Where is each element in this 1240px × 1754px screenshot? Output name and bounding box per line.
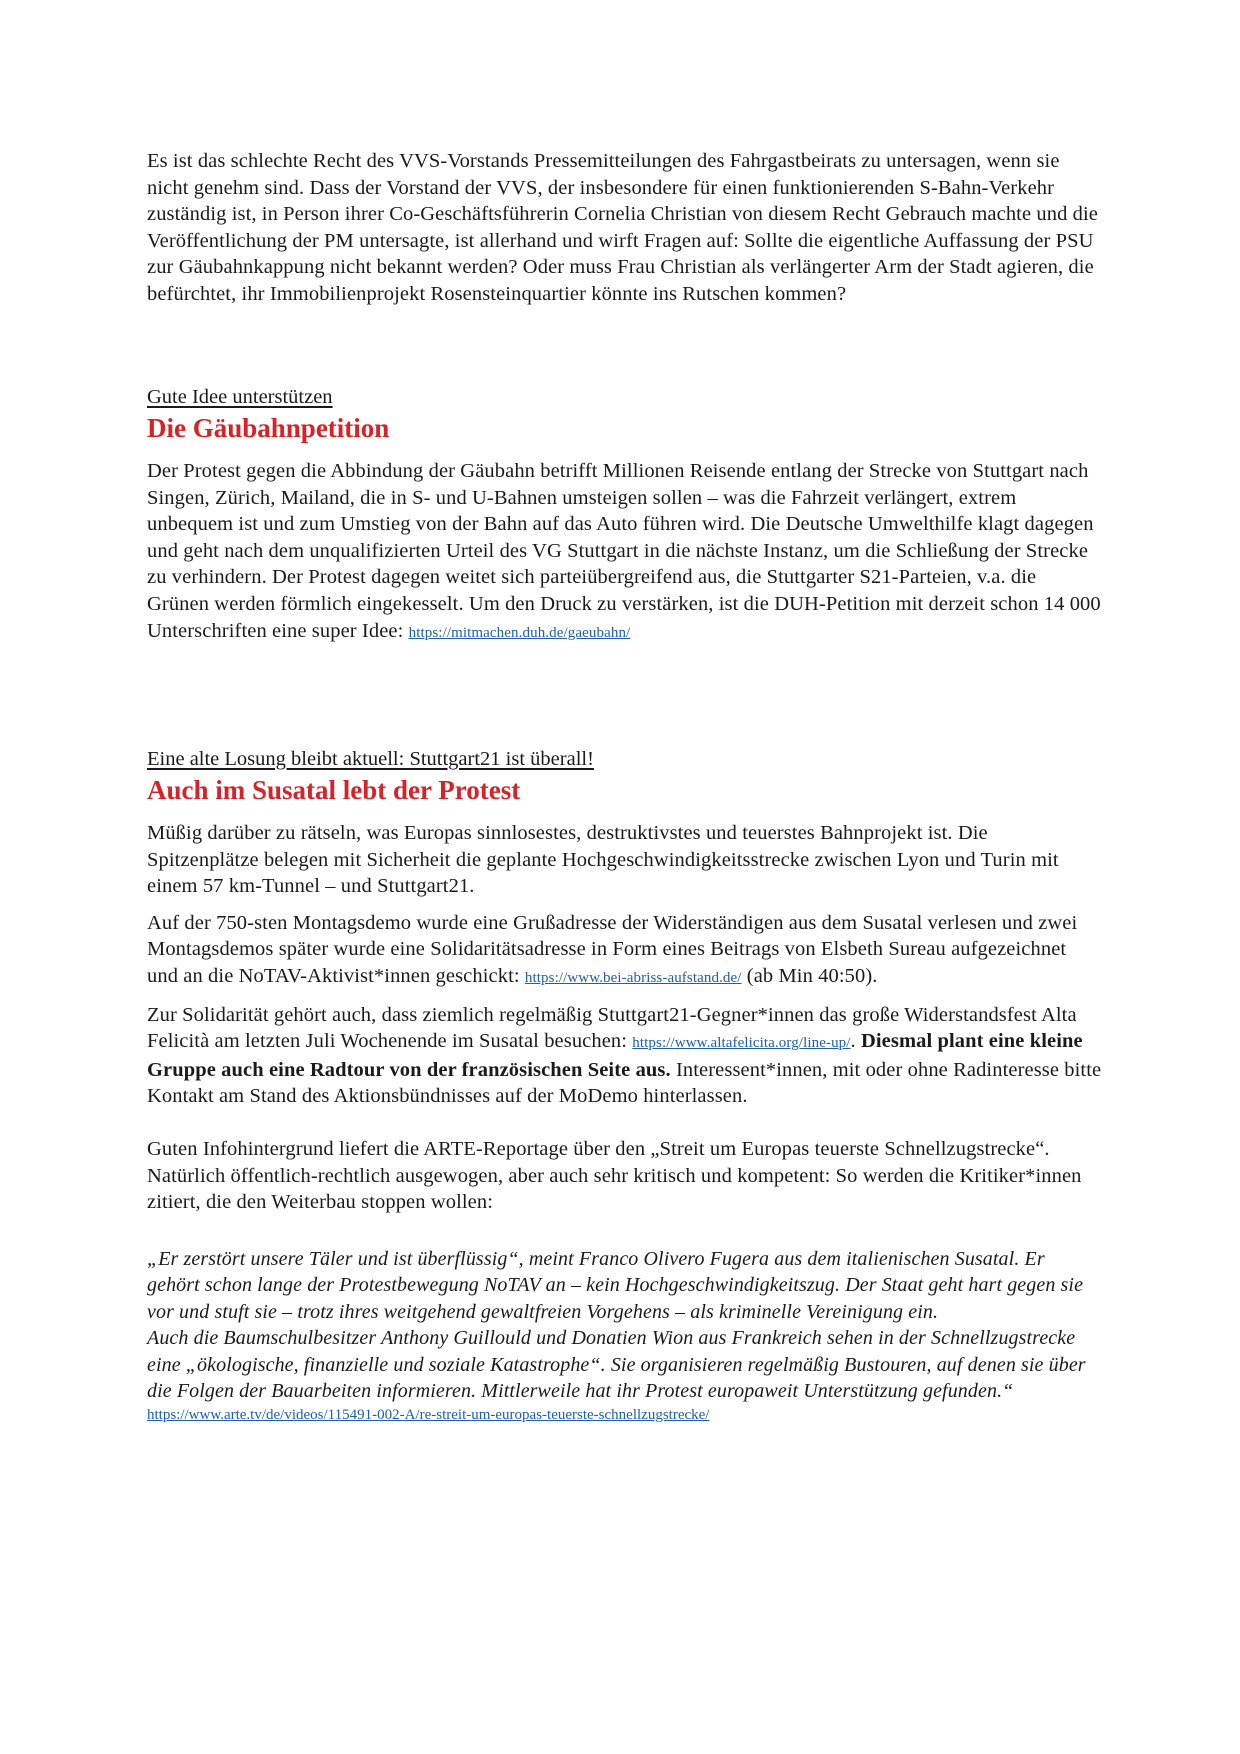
period: . xyxy=(850,1030,861,1053)
susatal-section xyxy=(147,746,1102,1425)
arte-video-link[interactable]: https://www.arte.tv/de/videos/115491-002-A/re-streit-um-europas-teuerste-schnellzugstrecke/ xyxy=(147,1406,710,1423)
susatal-paragraph-3 xyxy=(147,1002,1102,1110)
susatal-kicker: Eine alte Losung bleibt aktuell: Stuttgart21 ist überall! xyxy=(147,748,594,770)
arte-quote xyxy=(147,1246,1102,1405)
petition-section xyxy=(147,384,1102,646)
quote-paragraph-2: Auch die Baumschulbesitzer Anthony Guillould und Donatien Wion aus Frankreich sehen in der Schnellzugstrecke eine „ökologische, finanzielle und soziale Katastrophe“. Sie organisieren regelmäßig Bustouren, auf denen sie über die Folgen der Bauarbeiten informieren. Mittlerweile hat ihr Protest europaweit Unterstützung gefunden.“ xyxy=(147,1327,1086,1403)
petition-paragraph xyxy=(147,458,1102,646)
solidarity-text: Zur Solidarität gehört auch, dass ziemlich regelmäßig Stuttgart21-Gegner*innen das große Widerstandsfest Alta Felicità am letzten Juli Wochenende im Susatal besuchen: xyxy=(147,1003,1077,1053)
petition-kicker: Gute Idee unterstützen xyxy=(147,386,333,408)
bei-abriss-aufstand-link[interactable]: https://www.bei-abriss-aufstand.de/ xyxy=(524,969,742,986)
intro-section xyxy=(147,148,1102,308)
susatal-headline: Auch im Susatal lebt der Protest xyxy=(147,775,521,805)
petition-text: Der Protest gegen die Abbindung der Gäubahn betrifft Millionen Reisende entlang der Strecke von Stuttgart nach Singen, Zürich, Mailand, die in S- und U-Bahnen umsteigen sollen – was die Fahrzeit verlängert, extrem unbequem ist und zum Umstieg von der Bahn auf das Auto führen wird. Die Deutsche Umwelthilfe klagt dagegen und geht nach dem unqualifizierten Urteil des VG Stuttgart in die nächste Instanz, um die Schließung der Strecke zu verhindern. Der Protest dagegen weitet sich parteiübergreifend aus, die Stuttgarter S21-Parteien, v.a. die Grünen werden förmlich eingekesselt. Um den Druck zu verstärken, ist die DUH-Petition mit derzeit schon 14 000 Unterschriften eine super Idee: xyxy=(147,460,1101,642)
petition-headline: Die Gäubahnpetition xyxy=(147,413,390,443)
radtour-announcement: Diesmal plant eine kleine Gruppe auch eine Radtour von der französischen Seite aus. xyxy=(147,1030,1083,1081)
quote-paragraph-1: „Er zerstört unsere Täler und ist überflüssig“, meint Franco Olivero Fugera aus dem italienischen Susatal. Er gehört schon lange der Protestbewegung NoTAV an – kein Hochgeschwindigkeitszug. Der Staat geht hart gegen sie vor und stuft sie – trotz ihres weitgehend gewaltfreien Vorgehens – als kriminelle Vereinigung ein. xyxy=(147,1247,1084,1323)
montagsdemo-text: Auf der 750-sten Montagsdemo wurde eine Grußadresse der Widerständigen aus dem Susatal verlesen und zwei Montagsdemos später wurde eine Solidaritätsadresse in Form eines Beitrags von Elsbeth Sureau aufgezeichnet und an die NoTAV-Aktivist*innen geschickt: xyxy=(147,911,1078,987)
altafelicita-link[interactable]: https://www.altafelicita.org/line-up/ xyxy=(632,1035,851,1052)
intro-paragraph: Es ist das schlechte Recht des VVS-Vorstands Pressemitteilungen des Fahrgastbeirats zu untersagen, wenn sie nicht genehm sind. Dass der Vorstand der VVS, der insbesondere für einen funktionierenden S-Bahn-Verkehr zuständig ist, in Person ihrer Co-Geschäftsführerin Cornelia Christian von diesem Recht Gebrauch machte und die Veröffentlichung der PM untersagte, ist allerhand und wirft Fragen auf: Sollte die eigentliche Auffassung der PSU zur Gäubahnkappung nicht bekannt werden? Oder muss Frau Christian als verlängerter Arm der Stadt agieren, die befürchtet, ihr Immobilienprojekt Rosensteinquartier könnte ins Rutschen kommen? xyxy=(147,150,1099,305)
contact-note: Interessent*innen, mit oder ohne Radinteresse bitte Kontakt am Stand des Aktionsbündnisses auf der MoDemo hinterlassen. xyxy=(147,1058,1102,1108)
duh-petition-link[interactable]: https://mitmachen.duh.de/gaeubahn/ xyxy=(408,624,631,641)
timestamp-note: (ab Min 40:50). xyxy=(741,964,878,987)
susatal-paragraph-1: Müßig darüber zu rätseln, was Europas sinnlosestes, destruktivstes und teuerstes Bahnprojekt ist. Die Spitzenplätze belegen mit Sicherheit die geplante Hochgeschwindigkeitsstrecke zwischen Lyon und Turin mit einem 57 km-Tunnel – und Stuttgart21. xyxy=(147,822,1059,898)
arte-intro-paragraph: Guten Infohintergrund liefert die ARTE-Reportage über den „Streit um Europas teuerste Schnellzugstrecke“. Natürlich öffentlich-rechtlich ausgewogen, aber auch sehr kritisch und kompetent: So werden die Kritiker*innen zitiert, die den Weiterbau stoppen wollen: xyxy=(147,1137,1082,1214)
susatal-paragraph-2 xyxy=(147,910,1102,992)
